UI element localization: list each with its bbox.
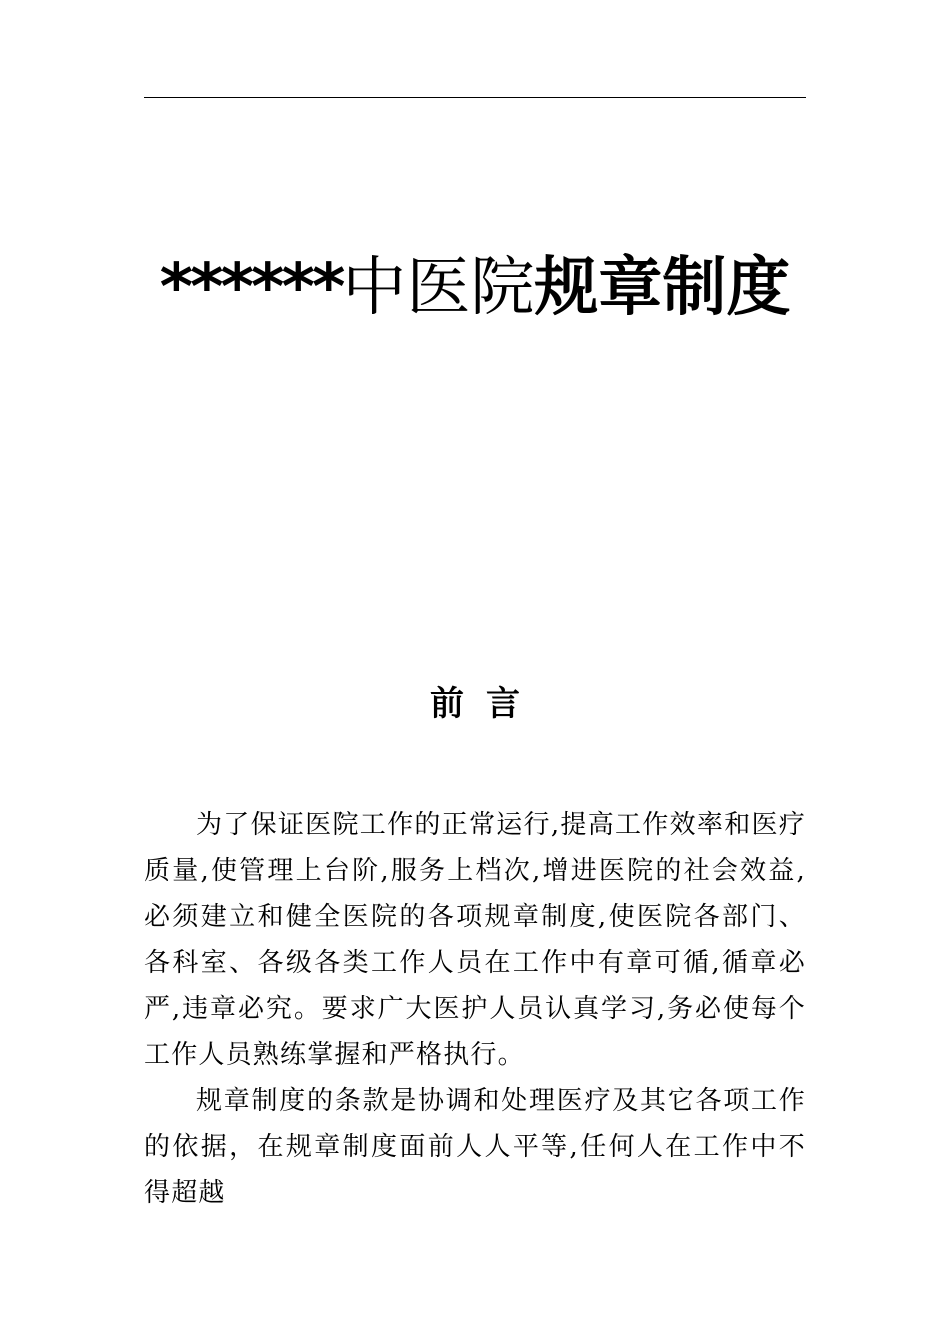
preface-body	[144, 802, 806, 1216]
preface-heading: 前言	[430, 684, 542, 724]
title-regulations: 规章制度	[534, 251, 791, 325]
document-title	[0, 248, 950, 328]
header-rule	[144, 97, 806, 98]
title-stars: ******	[159, 251, 343, 325]
title-hospital-name: 中医院	[342, 251, 535, 325]
preface-paragraph-1: 为了保证医院工作的正常运行,提高工作效率和医疗质量,使管理上台阶,服务上档次,增进医院的社会效益,必须建立和健全医院的各项规章制度,使医院各部门、各科室、各级各类工作人员在工作中有章可循,循章必严,违章必究。要求广大医护人员认真学习,务必使每个工作人员熟练掌握和严格执行。	[144, 810, 806, 1070]
preface-paragraph-2: 规章制度的条款是协调和处理医疗及其它各项工作的依据，在规章制度面前人人平等,任何人在工作中不得超越	[144, 1086, 806, 1208]
